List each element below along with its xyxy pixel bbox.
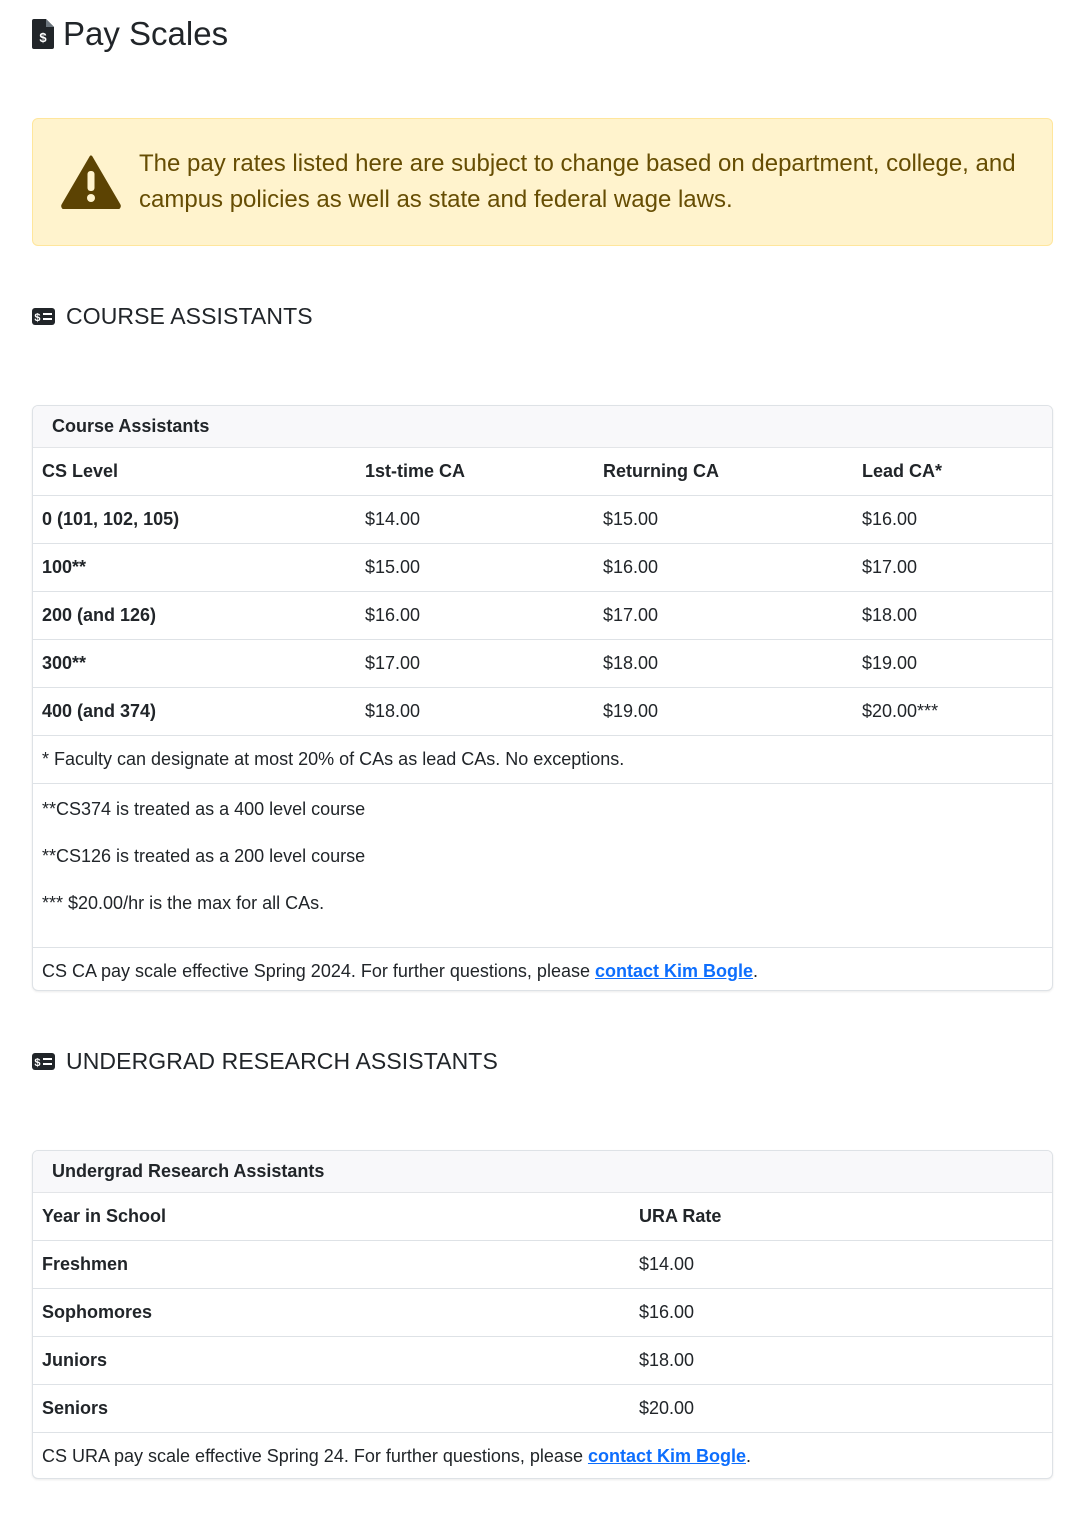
column-header: Returning CA (603, 461, 719, 481)
table-row (33, 1337, 1052, 1385)
cell-lead-ca: $18.00 (862, 605, 918, 625)
section-heading-undergrad-research (32, 1046, 498, 1076)
footer-end: . (753, 961, 759, 981)
svg-text:$: $ (39, 30, 47, 45)
table-header-row (33, 1193, 1052, 1241)
alert-message: The pay rates listed here are subject to change based on department, college, and campus policies as well as state and federal wage laws. (139, 150, 1016, 213)
section-heading-course-assistants (32, 301, 313, 331)
lead-ca-note-row (33, 736, 1052, 784)
invoice-dollar-icon (32, 19, 54, 49)
svg-text:$: $ (34, 311, 41, 324)
footnotes (33, 784, 1052, 948)
money-check-icon (32, 308, 55, 325)
cell-returning-ca: $19.00 (603, 701, 659, 721)
card-header: Undergrad Research Assistants (33, 1151, 1052, 1193)
money-check-icon (32, 1053, 55, 1070)
column-header: Lead CA* (862, 461, 943, 481)
cell-returning-ca: $16.00 (603, 557, 659, 577)
cell-cs-level: 100** (42, 557, 87, 577)
lead-ca-note: * Faculty can designate at most 20% of CAs as lead CAs. No exceptions. (42, 749, 625, 769)
column-header: CS Level (42, 461, 119, 481)
cell-cs-level: 300** (42, 653, 87, 673)
section-heading-text: UNDERGRAD RESEARCH ASSISTANTS (66, 1047, 498, 1074)
cell-first-time-ca: $14.00 (365, 509, 421, 529)
table-row (33, 496, 1052, 544)
course-assistants-card (32, 405, 1053, 991)
contact-link[interactable]: contact Kim Bogle (587, 1445, 746, 1466)
footnote: **CS374 is treated as a 400 level course (42, 799, 366, 819)
cell-year: Freshmen (42, 1254, 129, 1274)
cell-cs-level: 200 (and 126) (42, 605, 157, 625)
cell-returning-ca: $18.00 (603, 653, 659, 673)
cell-first-time-ca: $18.00 (365, 701, 421, 721)
cell-year: Juniors (42, 1350, 108, 1370)
table-row (33, 688, 1052, 736)
warning-alert (32, 118, 1053, 246)
card-header: Course Assistants (33, 406, 1052, 448)
warning-triangle-icon (61, 155, 121, 209)
table-row (33, 592, 1052, 640)
column-header: Year in School (42, 1206, 167, 1226)
footnote: **CS126 is treated as a 200 level course (42, 846, 366, 866)
footnote: *** $20.00/hr is the max for all CAs. (42, 893, 325, 913)
footer-text: CS URA pay scale effective Spring 24. For further questions, please (42, 1445, 583, 1466)
column-header: 1st-time CA (365, 461, 466, 481)
svg-text:$: $ (34, 1056, 41, 1069)
card-footer (33, 1433, 1052, 1479)
footer-text: CS CA pay scale effective Spring 2024. For further questions, please (42, 961, 590, 981)
cell-first-time-ca: $17.00 (365, 653, 421, 673)
cell-lead-ca: $17.00 (862, 557, 918, 577)
cell-returning-ca: $17.00 (603, 605, 659, 625)
table-row (33, 640, 1052, 688)
cell-returning-ca: $15.00 (603, 509, 659, 529)
table-row (33, 1385, 1052, 1433)
contact-link[interactable]: contact Kim Bogle (595, 961, 754, 981)
card-footer (33, 948, 1052, 991)
column-header: URA Rate (639, 1206, 722, 1226)
table-row (33, 1241, 1052, 1289)
cell-ura-rate: $16.00 (639, 1302, 695, 1322)
footer-end: . (746, 1445, 752, 1466)
cell-cs-level: 400 (and 374) (42, 701, 157, 721)
page-title-text: Pay Scales (63, 15, 229, 52)
table-row (33, 544, 1052, 592)
table-row (33, 1289, 1052, 1337)
cell-first-time-ca: $16.00 (365, 605, 421, 625)
undergrad-research-card (32, 1150, 1053, 1479)
section-heading-text: COURSE ASSISTANTS (66, 302, 313, 329)
cell-ura-rate: $20.00 (639, 1398, 695, 1418)
cell-ura-rate: $18.00 (639, 1350, 695, 1370)
cell-lead-ca: $19.00 (862, 653, 918, 673)
table-header-row (33, 448, 1052, 496)
cell-year: Seniors (42, 1398, 109, 1418)
cell-lead-ca: $20.00*** (862, 701, 939, 721)
cell-lead-ca: $16.00 (862, 509, 918, 529)
cell-first-time-ca: $15.00 (365, 557, 421, 577)
cell-cs-level: 0 (101, 102, 105) (42, 509, 180, 529)
page-title (32, 14, 228, 54)
cell-year: Sophomores (42, 1302, 153, 1322)
cell-ura-rate: $14.00 (639, 1254, 695, 1274)
